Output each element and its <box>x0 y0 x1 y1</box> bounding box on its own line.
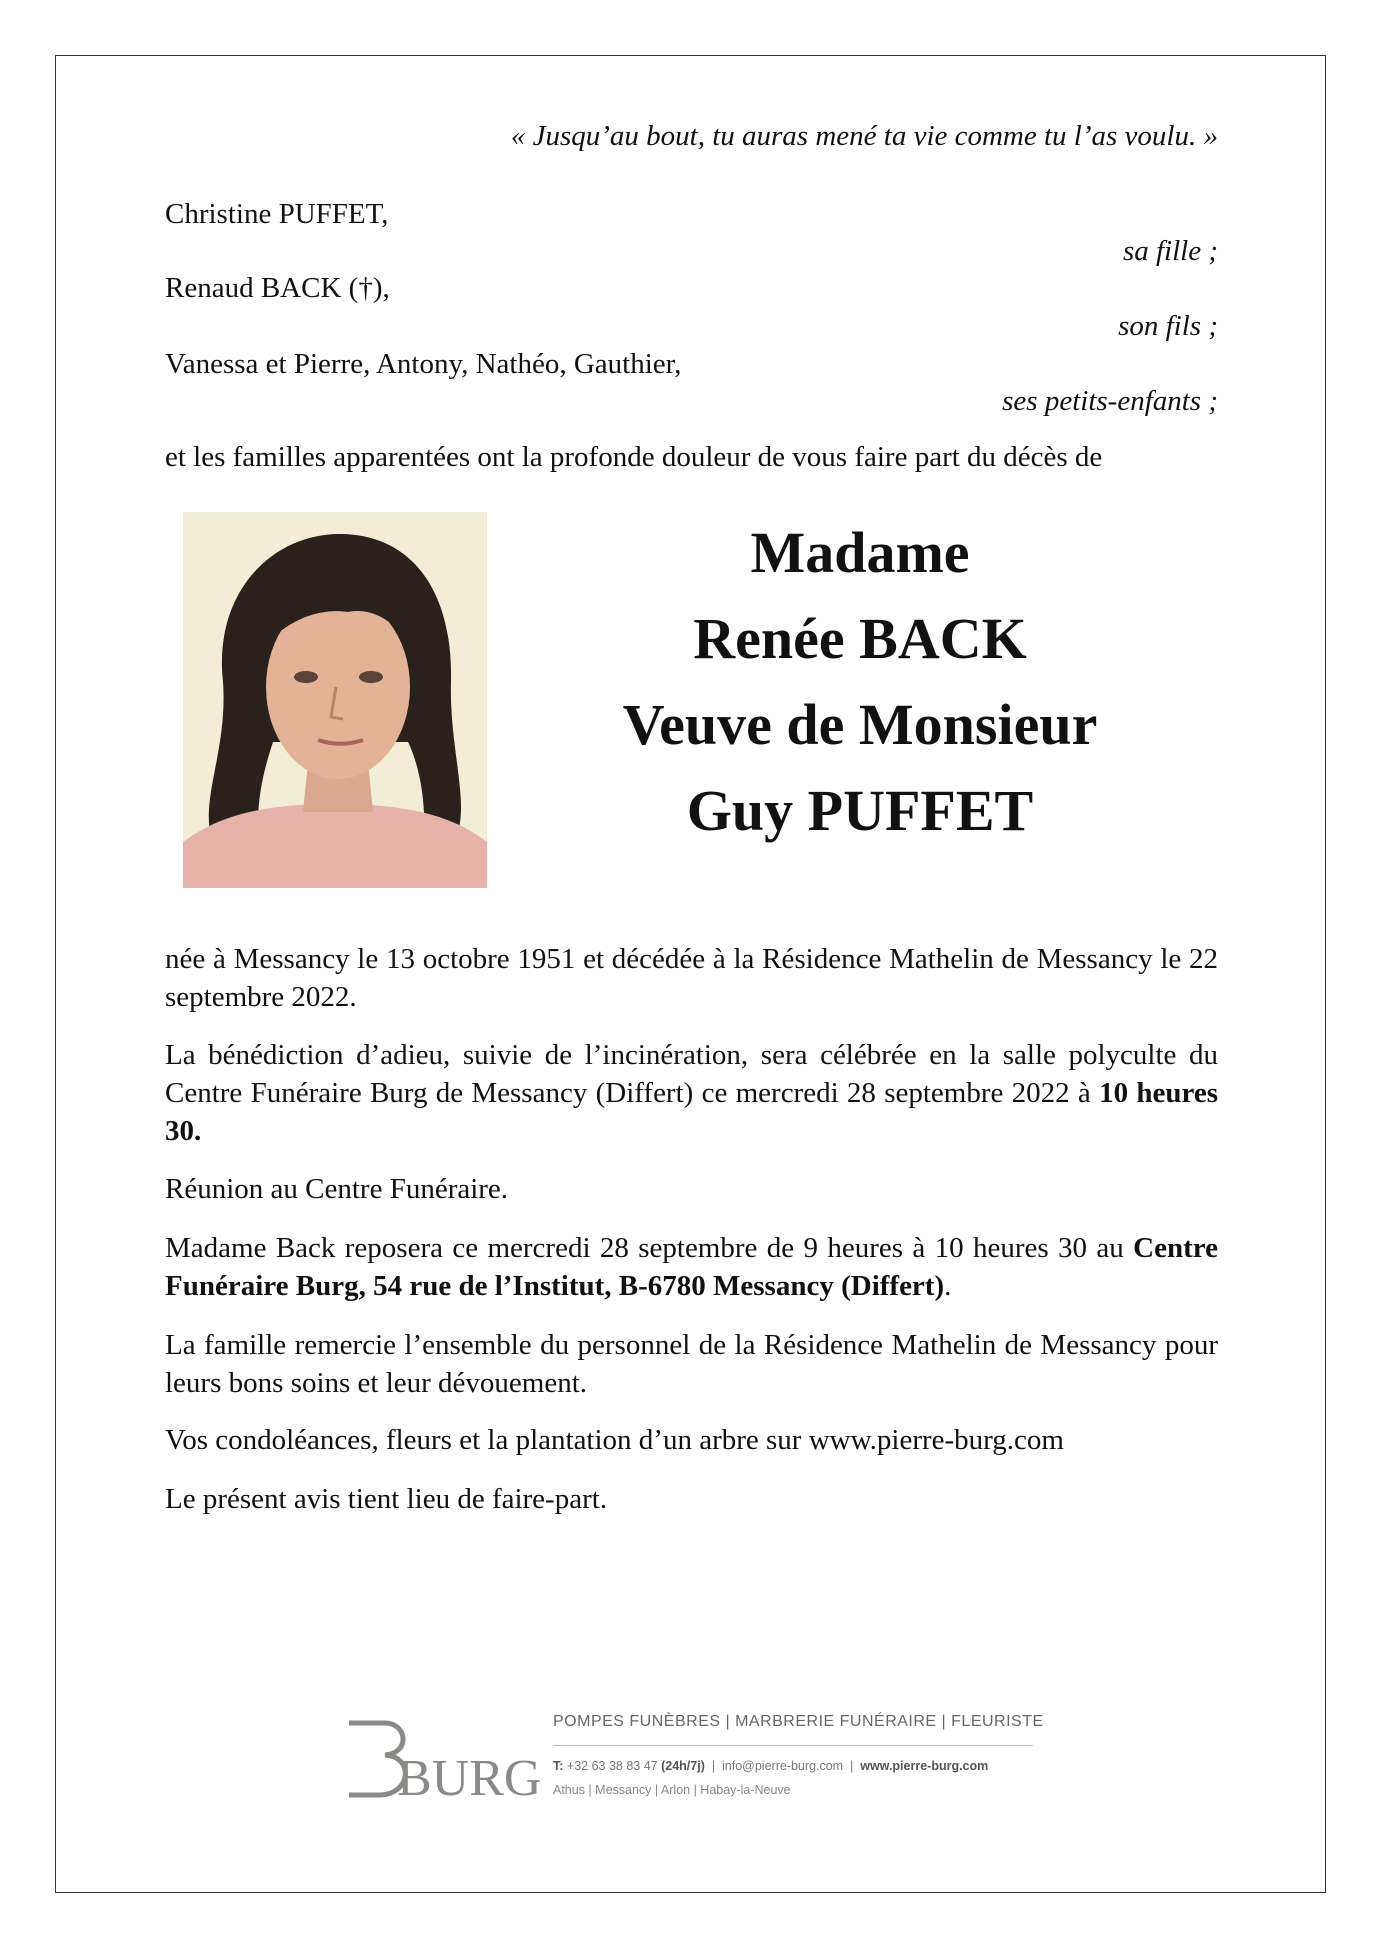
thanks-paragraph: La famille remercie l’ensemble du personnel de la Résidence Mathelin de Messancy pour leurs bons soins et leur dévouement. <box>165 1329 1218 1399</box>
logo-text: BURG <box>397 1750 542 1807</box>
viewing-text: Madame Back reposera ce mercredi 28 septembre de 9 heures à 10 heures 30 au <box>165 1232 1134 1264</box>
ceremony-paragraph <box>165 1036 1218 1150</box>
phone-label: T: <box>553 1759 564 1773</box>
viewing-place: Centre Funéraire Burg, 54 rue de l’Institut, B-6780 Messancy (Differt) <box>165 1232 1218 1302</box>
family-member-relation: sa fille ; <box>1122 235 1218 267</box>
burg-logo <box>345 1715 542 1807</box>
footer-contact: T: +32 63 38 83 47 (24h/7j) | info@pierre-burg.com | www.pierre-burg.com <box>553 1759 989 1773</box>
family-member-name: Christine PUFFET, <box>165 198 389 230</box>
ceremony-text: La bénédiction d’adieu, suivie de l’incinération, sera célébrée en la salle polyculte du Centre Funéraire Burg de Messancy (Differt) ce mercredi 28 septembre 2022 à <box>165 1039 1218 1109</box>
website-link[interactable]: www.pierre-burg.com <box>860 1759 989 1773</box>
deceased-title: Madame <box>750 520 970 585</box>
birth-death-paragraph: née à Messancy le 13 octobre 1951 et décédée à la Résidence Mathelin de Messancy le 22 septembre 2022. <box>165 943 1218 1013</box>
deceased-name: Renée BACK <box>693 606 1027 671</box>
ceremony-time: 10 heures 30. <box>165 1077 1218 1147</box>
condolences-paragraph: Vos condoléances, fleurs et la plantation d’un arbre sur www.pierre-burg.com <box>165 1424 1064 1456</box>
viewing-paragraph <box>165 1229 1218 1305</box>
deceased-name-block <box>560 510 1160 854</box>
deceased-widow-of: Veuve de Monsieur <box>622 692 1098 757</box>
notice-paragraph: Le présent avis tient lieu de faire-part. <box>165 1483 608 1515</box>
announcement-intro: et les familles apparentées ont la profonde douleur de vous faire part du décès de <box>165 441 1103 473</box>
footer-divider <box>553 1745 1033 1746</box>
viewing-end: . <box>944 1270 952 1302</box>
phone-hours: (24h/7j) <box>661 1759 705 1773</box>
family-member-name: Vanessa et Pierre, Antony, Nathéo, Gauthier, <box>165 348 682 380</box>
phone-number: +32 63 38 83 47 <box>566 1759 658 1773</box>
portrait-photo <box>183 512 487 888</box>
footer <box>345 1705 1045 1805</box>
family-member-name: Renaud BACK (†), <box>165 272 390 304</box>
deceased-spouse-name: Guy PUFFET <box>686 778 1034 843</box>
family-member-relation: son fils ; <box>1118 310 1218 342</box>
family-member-relation: ses petits-enfants ; <box>1002 385 1218 417</box>
epigraph-quote: « Jusqu’au bout, tu auras mené ta vie comme tu l’as voulu. » <box>510 120 1218 152</box>
email-link[interactable]: info@pierre-burg.com <box>722 1759 844 1773</box>
reunion-paragraph: Réunion au Centre Funéraire. <box>165 1173 509 1205</box>
footer-services: POMPES FUNÈBRES | MARBRERIE FUNÉRAIRE | FLEURISTE <box>553 1713 1044 1730</box>
footer-towns: Athus | Messancy | Arlon | Habay-la-Neuve <box>553 1783 791 1797</box>
